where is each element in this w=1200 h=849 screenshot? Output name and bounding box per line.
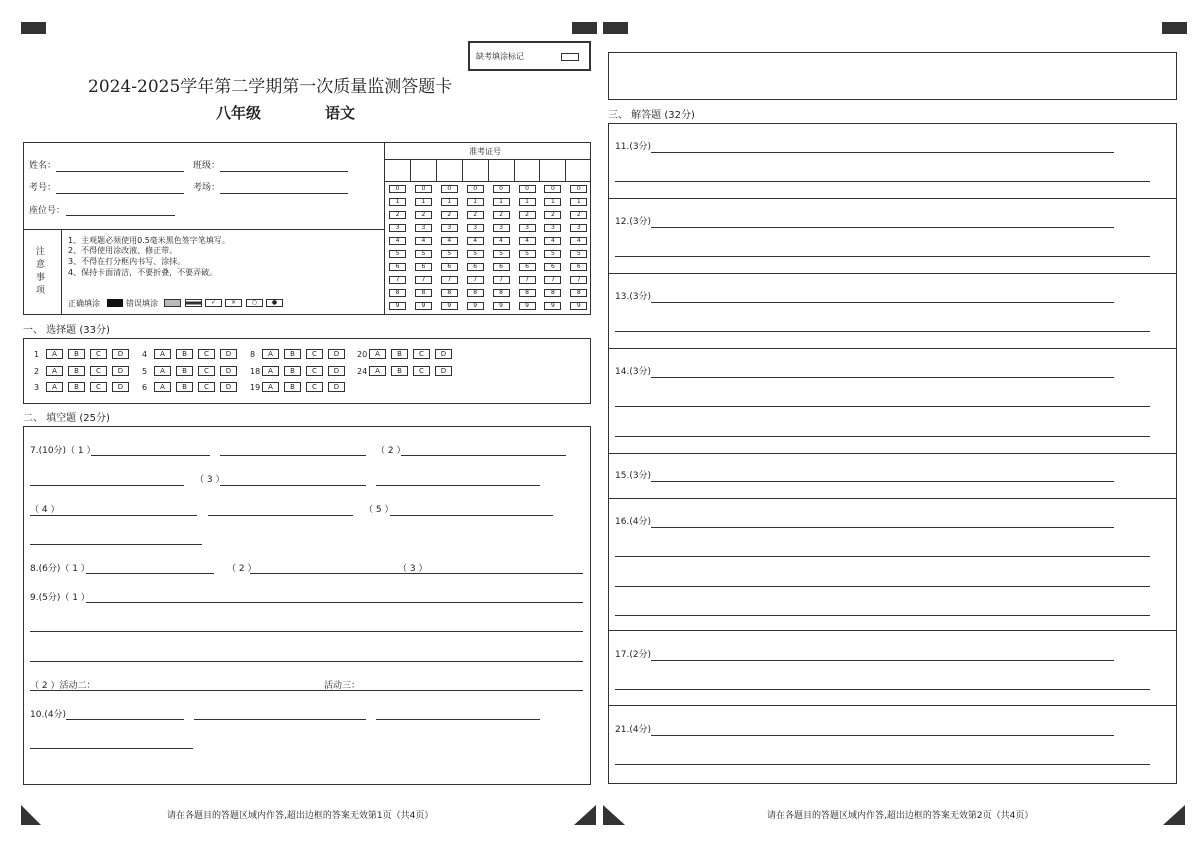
ticket-digit-bubble[interactable]: 4 (493, 237, 510, 245)
answer-line[interactable] (66, 719, 184, 720)
question-label: 14.(3分) (615, 367, 652, 377)
question-label: 17.(2分) (615, 650, 652, 660)
choice-option-bubble[interactable]: D (328, 382, 345, 392)
choice-number: 20 (357, 350, 368, 359)
choice-option-bubble[interactable]: B (391, 366, 408, 376)
ticket-digit-bubble[interactable]: 4 (389, 237, 406, 245)
wrong-mark (185, 299, 202, 307)
absent-label: 缺考填涂标记 (476, 52, 524, 61)
ticket-digit-bubble[interactable]: 7 (570, 276, 587, 284)
ticket-digit-bubble[interactable]: 0 (441, 185, 458, 193)
wrong-mark: ✓ (205, 299, 222, 307)
answer-line[interactable] (615, 406, 1150, 407)
ticket-digit-bubble[interactable]: 1 (389, 198, 406, 206)
ticket-digit-bubble[interactable]: 2 (519, 211, 536, 219)
ticket-digit-bubble[interactable]: 2 (441, 211, 458, 219)
ticket-digit-bubble[interactable]: 2 (415, 211, 432, 219)
corner-triangle (1163, 805, 1185, 825)
ticket-digit-bubble[interactable]: 0 (493, 185, 510, 193)
corner-mark-tl (21, 22, 46, 34)
note-line: 3、不得在打分框内书写、涂抹。 (68, 257, 186, 266)
answer-line[interactable] (651, 302, 1114, 303)
answer-line[interactable] (615, 764, 1150, 765)
choice-number: 18 (250, 367, 261, 376)
ticket-digit-bubble[interactable]: 9 (544, 302, 561, 310)
choice-option-bubble[interactable]: B (284, 382, 301, 392)
ticket-digit-bubble[interactable]: 3 (389, 224, 406, 232)
choice-option-bubble[interactable]: D (112, 366, 129, 376)
choice-option-bubble[interactable]: D (328, 366, 345, 376)
choice-option-bubble[interactable]: D (220, 366, 237, 376)
section-title: 一、 选择题 (33分) (23, 325, 110, 336)
ticket-digit-bubble[interactable]: 0 (389, 185, 406, 193)
answer-line[interactable] (651, 377, 1114, 378)
ticket-digit-bubble[interactable]: 3 (467, 224, 484, 232)
ticket-digit-bubble[interactable]: 4 (467, 237, 484, 245)
ticket-digit-bubble[interactable]: 9 (519, 302, 536, 310)
corner-mark-tm1 (572, 22, 597, 34)
exam-no-label: 考号： (29, 183, 57, 193)
ticket-digit-bubble[interactable]: 8 (389, 289, 406, 297)
ticket-digit-bubble[interactable]: 9 (415, 302, 432, 310)
notes-char: 项 (36, 286, 46, 296)
ticket-digit-bubble[interactable]: 5 (570, 250, 587, 258)
part-label: （ 4 ） (30, 505, 60, 515)
wrong-mark: ○ (246, 299, 263, 307)
ticket-digit-bubble[interactable]: 9 (389, 302, 406, 310)
ticket-digit-bubble[interactable]: 8 (544, 289, 561, 297)
choice-option-bubble[interactable]: B (284, 349, 301, 359)
ticket-digit-bubble[interactable]: 2 (389, 211, 406, 219)
name-field[interactable] (56, 171, 184, 172)
ticket-digit-bubble[interactable]: 5 (441, 250, 458, 258)
ticket-digit-bubble[interactable]: 6 (389, 263, 406, 271)
divider (410, 159, 411, 181)
answer-line[interactable] (220, 485, 366, 486)
page-footer: 请在各题目的答题区域内作答,超出边框的答案无效第1页（共4页） (167, 811, 434, 821)
answer-line[interactable] (651, 481, 1114, 482)
wrong-mark: × (225, 299, 242, 307)
choice-option-bubble[interactable]: D (435, 366, 452, 376)
part-label: （ 2 ） (227, 564, 257, 574)
part-label: 活动三： (324, 681, 361, 691)
choice-option-bubble[interactable]: A (154, 366, 171, 376)
ticket-label: 准考证号 (469, 147, 501, 156)
ticket-digit-bubble[interactable]: 1 (467, 198, 484, 206)
choice-number: 4 (142, 350, 148, 359)
choice-option-bubble[interactable]: A (46, 349, 63, 359)
choice-option-bubble[interactable]: D (435, 349, 452, 359)
answer-line[interactable] (30, 485, 184, 486)
answer-line[interactable] (651, 735, 1114, 736)
part-label: （ 2 ） (376, 446, 406, 456)
ticket-digit-bubble[interactable]: 6 (544, 263, 561, 271)
choice-option-bubble[interactable]: C (90, 382, 107, 392)
question-label: 21.(4分) (615, 725, 652, 735)
notes-char: 注 (36, 247, 46, 257)
ticket-digit-bubble[interactable]: 6 (493, 263, 510, 271)
ticket-digit-bubble[interactable]: 9 (493, 302, 510, 310)
ticket-digit-bubble[interactable]: 1 (415, 198, 432, 206)
note-line: 1、主观题必须使用0.5毫米黑色签字笔填写。 (68, 236, 230, 245)
ticket-digit-bubble[interactable]: 3 (519, 224, 536, 232)
answer-line[interactable] (615, 331, 1150, 332)
ticket-digit-bubble[interactable]: 0 (415, 185, 432, 193)
choice-number: 3 (34, 383, 40, 392)
choice-option-bubble[interactable]: C (90, 366, 107, 376)
choice-option-bubble[interactable]: A (262, 349, 279, 359)
choice-option-bubble[interactable]: C (306, 349, 323, 359)
ticket-digit-bubble[interactable]: 3 (441, 224, 458, 232)
ticket-digit-bubble[interactable]: 0 (544, 185, 561, 193)
divider (488, 159, 489, 181)
divider (462, 159, 463, 181)
ticket-digit-bubble[interactable]: 7 (467, 276, 484, 284)
corner-triangle (603, 805, 625, 825)
absent-fill-box[interactable] (561, 53, 579, 61)
top-answer-box[interactable] (608, 52, 1177, 100)
choice-number: 5 (142, 367, 148, 376)
corner-mark-tm2 (603, 22, 628, 34)
class-field[interactable] (220, 171, 348, 172)
ticket-digit-bubble[interactable]: 8 (415, 289, 432, 297)
ticket-digit-bubble[interactable]: 3 (415, 224, 432, 232)
ticket-digit-bubble[interactable]: 4 (544, 237, 561, 245)
ticket-digit-bubble[interactable]: 1 (493, 198, 510, 206)
ticket-digit-bubble[interactable]: 7 (544, 276, 561, 284)
choice-option-bubble[interactable]: A (369, 349, 386, 359)
choice-number: 24 (357, 367, 368, 376)
absent-mark-box (468, 41, 591, 71)
choice-option-bubble[interactable]: A (262, 366, 279, 376)
question-label: 12.(3分) (615, 217, 652, 227)
note-line: 4、保持卡面清洁，不要折叠，不要弄破。 (68, 268, 218, 277)
choice-option-bubble[interactable]: A (46, 366, 63, 376)
divider (608, 705, 1177, 706)
answer-line[interactable] (376, 485, 540, 486)
question-label: 15.(3分) (615, 471, 652, 481)
ticket-digit-bubble[interactable]: 1 (570, 198, 587, 206)
answer-line[interactable] (376, 719, 540, 720)
choice-number: 6 (142, 383, 148, 392)
answer-line[interactable] (615, 556, 1150, 557)
question-label: 10.(4分) (30, 710, 67, 720)
answer-line[interactable] (30, 661, 583, 662)
choice-option-bubble[interactable]: C (90, 349, 107, 359)
choice-option-bubble[interactable]: A (369, 366, 386, 376)
choice-option-bubble[interactable]: B (176, 382, 193, 392)
choice-number: 19 (250, 383, 261, 392)
ticket-digit-bubble[interactable]: 4 (519, 237, 536, 245)
ticket-digit-bubble[interactable]: 2 (570, 211, 587, 219)
ticket-digit-bubble[interactable]: 3 (570, 224, 587, 232)
choice-option-bubble[interactable]: C (198, 366, 215, 376)
choice-option-bubble[interactable]: C (413, 366, 430, 376)
divider (539, 159, 540, 181)
ticket-digit-bubble[interactable]: 8 (467, 289, 484, 297)
wrong-mark (164, 299, 181, 307)
choice-option-bubble[interactable]: B (176, 349, 193, 359)
ticket-digit-bubble[interactable]: 2 (544, 211, 561, 219)
divider (61, 229, 62, 315)
seat-field[interactable] (66, 215, 175, 216)
answer-line[interactable] (30, 544, 202, 545)
choice-option-bubble[interactable]: C (198, 382, 215, 392)
answer-line[interactable] (615, 436, 1150, 437)
answer-line[interactable] (651, 227, 1114, 228)
page-footer: 请在各题目的答题区域内作答,超出边框的答案无效第2页（共4页） (767, 811, 1034, 821)
ticket-digit-bubble[interactable]: 5 (415, 250, 432, 258)
ticket-digit-bubble[interactable]: 0 (570, 185, 587, 193)
section-title: 三、 解答题 (32分) (608, 110, 695, 121)
choice-option-bubble[interactable]: C (306, 382, 323, 392)
ticket-digit-bubble[interactable]: 5 (519, 250, 536, 258)
part-label: （ 5 ） (364, 505, 394, 515)
divider (565, 159, 566, 181)
answer-line[interactable] (30, 690, 583, 691)
divider (514, 159, 515, 181)
answer-line[interactable] (651, 152, 1114, 153)
ticket-digit-bubble[interactable]: 6 (415, 263, 432, 271)
corner-triangle (21, 805, 41, 825)
answer-line[interactable] (30, 631, 583, 632)
answer-line[interactable] (208, 515, 353, 516)
ticket-digit-bubble[interactable]: 3 (544, 224, 561, 232)
part-label: （ 2 ）活动二： (30, 681, 96, 691)
question-label: 13.(3分) (615, 292, 652, 302)
ticket-digit-bubble[interactable]: 5 (544, 250, 561, 258)
ticket-digit-bubble[interactable]: 1 (544, 198, 561, 206)
choice-option-bubble[interactable]: B (68, 349, 85, 359)
answer-line[interactable] (91, 455, 210, 456)
ticket-digit-bubble[interactable]: 5 (389, 250, 406, 258)
choice-option-bubble[interactable]: D (112, 382, 129, 392)
choice-option-bubble[interactable]: D (112, 349, 129, 359)
notes-char: 意 (36, 260, 46, 270)
ticket-digit-bubble[interactable]: 0 (519, 185, 536, 193)
answer-line[interactable] (30, 515, 197, 516)
divider (436, 159, 437, 181)
answer-line[interactable] (615, 256, 1150, 257)
choice-option-bubble[interactable]: A (154, 349, 171, 359)
choice-option-bubble[interactable]: D (220, 349, 237, 359)
ticket-digit-bubble[interactable]: 6 (441, 263, 458, 271)
choice-option-bubble[interactable]: A (46, 382, 63, 392)
exam-no-field[interactable] (56, 193, 184, 194)
divider (608, 498, 1177, 499)
choice-option-bubble[interactable]: B (176, 366, 193, 376)
divider (608, 273, 1177, 274)
part-label: （ 3 ） (398, 564, 428, 574)
divider (384, 181, 591, 182)
ticket-digit-bubble[interactable]: 8 (570, 289, 587, 297)
ticket-digit-bubble[interactable]: 8 (519, 289, 536, 297)
choice-option-bubble[interactable]: B (68, 382, 85, 392)
corner-mark-tr (1162, 22, 1187, 34)
ticket-digit-bubble[interactable]: 6 (519, 263, 536, 271)
ticket-digit-bubble[interactable]: 3 (493, 224, 510, 232)
question-label: 11.(3分) (615, 142, 652, 152)
subject-label: 语文 (325, 104, 356, 122)
wrong-fill-label: 错误填涂 (126, 299, 158, 308)
fill-block (23, 426, 591, 785)
ticket-digit-bubble[interactable]: 5 (467, 250, 484, 258)
question-label: 7.(10分)（ 1 ） (30, 446, 96, 456)
note-line: 2、不得使用涂改液、修正带。 (68, 246, 178, 255)
answer-line[interactable] (651, 527, 1114, 528)
room-field[interactable] (220, 193, 348, 194)
choice-option-bubble[interactable]: C (413, 349, 430, 359)
divider (608, 348, 1177, 349)
ticket-digit-bubble[interactable]: 6 (467, 263, 484, 271)
correct-fill-label: 正确填涂 (68, 299, 100, 308)
notes-char: 事 (36, 273, 46, 283)
divider (608, 453, 1177, 454)
ticket-digit-bubble[interactable]: 0 (467, 185, 484, 193)
choice-option-bubble[interactable]: C (198, 349, 215, 359)
answer-line[interactable] (651, 660, 1114, 661)
notes-label (36, 246, 50, 298)
question-label: 9.(5分)（ 1 ） (30, 593, 90, 603)
ticket-digit-bubble[interactable]: 1 (441, 198, 458, 206)
question-label: 16.(4分) (615, 517, 652, 527)
ticket-digit-bubble[interactable]: 9 (570, 302, 587, 310)
answer-line[interactable] (401, 455, 566, 456)
page-title: 2024-2025学年第二学期第一次质量监测答题卡 (88, 77, 453, 97)
answer-line[interactable] (86, 573, 214, 574)
choice-option-bubble[interactable]: B (68, 366, 85, 376)
ticket-digit-bubble[interactable]: 4 (415, 237, 432, 245)
choice-option-bubble[interactable]: C (306, 366, 323, 376)
answer-line[interactable] (615, 586, 1150, 587)
correct-fill-sample (107, 299, 123, 307)
ticket-digit-bubble[interactable]: 5 (493, 250, 510, 258)
question-label: 8.(6分)（ 1 ） (30, 564, 90, 574)
choice-option-bubble[interactable]: A (262, 382, 279, 392)
ticket-digit-bubble[interactable]: 7 (415, 276, 432, 284)
choice-option-bubble[interactable]: D (220, 382, 237, 392)
ticket-digit-bubble[interactable]: 6 (570, 263, 587, 271)
ticket-digit-bubble[interactable]: 8 (493, 289, 510, 297)
room-label: 考场： (193, 183, 221, 193)
answer-line[interactable] (30, 748, 193, 749)
answer-line[interactable] (615, 689, 1150, 690)
name-label: 姓名： (29, 161, 57, 171)
choice-number: 2 (34, 367, 40, 376)
ticket-digit-bubble[interactable]: 4 (441, 237, 458, 245)
section-title: 二、 填空题 (25分) (23, 413, 110, 424)
choice-option-bubble[interactable]: B (284, 366, 301, 376)
choice-option-bubble[interactable]: A (154, 382, 171, 392)
seat-label: 座位号： (29, 206, 66, 216)
answer-line[interactable] (194, 719, 366, 720)
ticket-digit-bubble[interactable]: 1 (519, 198, 536, 206)
answer-line[interactable] (615, 615, 1150, 616)
choice-option-bubble[interactable]: D (328, 349, 345, 359)
class-label: 班级： (193, 161, 221, 171)
divider (608, 198, 1177, 199)
divider (608, 630, 1177, 631)
ticket-digit-bubble[interactable]: 2 (493, 211, 510, 219)
answer-line[interactable] (615, 181, 1150, 182)
part-label: （ 3 ） (195, 475, 225, 485)
grade-label: 八年级 (216, 104, 262, 122)
ticket-digit-bubble[interactable]: 7 (389, 276, 406, 284)
answer-line[interactable] (86, 602, 583, 603)
ticket-digit-bubble[interactable]: 9 (441, 302, 458, 310)
answer-line[interactable] (220, 455, 366, 456)
ticket-digit-bubble[interactable]: 7 (493, 276, 510, 284)
choice-option-bubble[interactable]: B (391, 349, 408, 359)
wrong-mark: ● (266, 299, 283, 307)
ticket-digit-bubble[interactable]: 4 (570, 237, 587, 245)
ticket-digit-bubble[interactable]: 8 (441, 289, 458, 297)
choice-number: 8 (250, 350, 256, 359)
ticket-digit-bubble[interactable]: 7 (441, 276, 458, 284)
corner-triangle (574, 805, 596, 825)
ticket-digit-bubble[interactable]: 9 (467, 302, 484, 310)
choice-number: 1 (34, 350, 40, 359)
ticket-digit-bubble[interactable]: 2 (467, 211, 484, 219)
divider (384, 142, 385, 315)
ticket-digit-bubble[interactable]: 7 (519, 276, 536, 284)
divider (23, 229, 384, 230)
answer-line[interactable] (390, 515, 553, 516)
